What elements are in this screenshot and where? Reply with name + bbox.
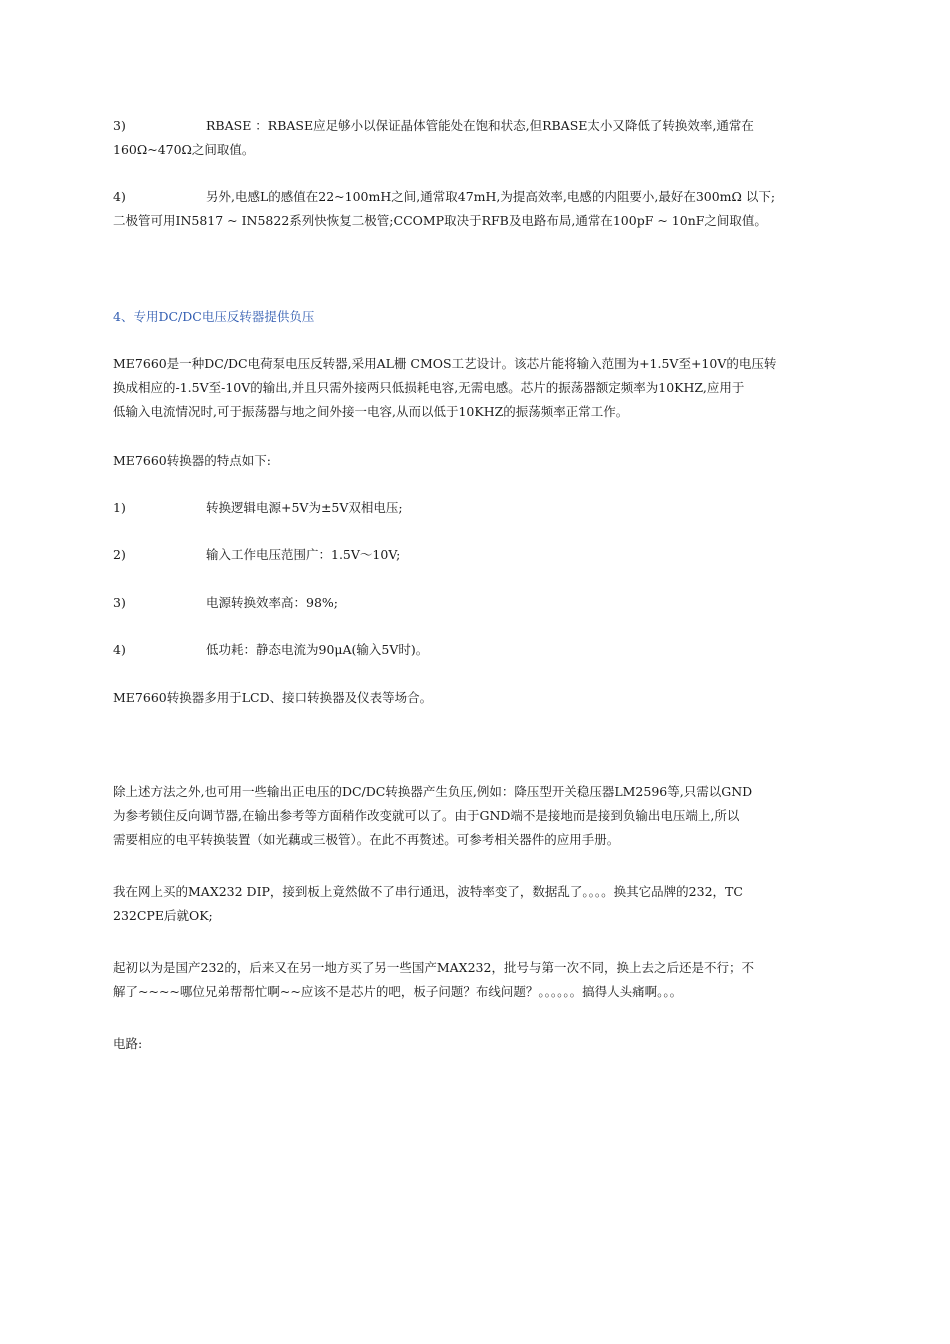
- intro-line-2: 换成相应的-1.5V至-10V的输出,并且只需外接两只低损耗电容,无需电感。芯片的振荡器额定频率为10KHZ,应用于: [113, 380, 745, 395]
- feature-item-4: [113, 638, 838, 662]
- intro-line-3: 低输入电流情况时,可于振荡器与地之间外接一电容,从而以低于10KHZ的振荡频率正常工作。: [113, 404, 629, 419]
- feature-item-4-number: 4): [113, 642, 126, 657]
- note-item-3-number: 3): [113, 118, 126, 133]
- feature-item-4-text: 低功耗：静态电流为90μA(输入5V时)。: [206, 642, 429, 657]
- note-item-3: [113, 114, 838, 138]
- feature-item-1-text: 转换逻辑电源+5V为±5V双相电压;: [206, 500, 403, 515]
- note-item-4: [113, 185, 838, 209]
- usage-text: ME7660转换器多用于LCD、接口转换器及仪表等场合。: [113, 690, 433, 705]
- feature-item-2-text: 输入工作电压范围广：1.5V～10V;: [206, 547, 401, 562]
- note-item-3-line1: RBASE ：RBASE应足够小以保证晶体管能处在饱和状态,但RBASE太小又降低了转换效率,通常在: [206, 118, 754, 133]
- features-title: ME7660转换器的特点如下:: [113, 453, 271, 468]
- intro-line-1: ME7660是一种DC/DC电荷泵电压反转器,采用AL栅 CMOS工艺设计。该芯片能将输入范围为+1.5V至+10V的电压转: [113, 356, 777, 371]
- note-item-3-continued: [113, 138, 838, 162]
- feature-item-1-number: 1): [113, 500, 126, 515]
- forum-post-1-line-1: 我在网上买的MAX232 DIP，接到板上竟然做不了串行通迅，波特率变了，数据乱了。。。。换其它品牌的232，TC: [113, 884, 743, 899]
- feature-item-2-number: 2): [113, 547, 126, 562]
- forum-post-1-line-2: 232CPE后就OK;: [113, 908, 213, 923]
- other-methods-line-2: 为参考锁住反向调节器,在输出参考等方面稍作改变就可以了。由于GND端不是接地而是接到负输出电压端上,所以: [113, 808, 740, 823]
- other-methods-line-3: 需要相应的电平转换装置（如光藕或三极管）。在此不再赘述。可参考相关器件的应用手册。: [113, 832, 620, 847]
- other-methods-line-1: 除上述方法之外,也可用一些输出正电压的DC/DC转换器产生负压,例如：降压型开关稳压器LM2596等,只需以GND: [113, 784, 753, 799]
- circuit-label: 电路:: [113, 1036, 143, 1051]
- feature-item-3-number: 3): [113, 595, 126, 610]
- note-item-4-line1: 另外,电感L的感值在22~100mH之间,通常取47mH,为提高效率,电感的内阻要小,最好在300mΩ 以下;: [206, 189, 776, 204]
- note-item-3-line2: 160Ω~470Ω之间取值。: [113, 142, 255, 157]
- forum-post-2-line-2: 解了~~~~哪位兄弟帮帮忙啊~~应该不是芯片的吧，板子问题？布线问题？。。。。。。搞得人头痛啊。。。: [113, 984, 683, 999]
- note-item-4-line2: 二极管可用IN5817 ~ IN5822系列快恢复二极管;CCOMP取决于RFB及电路布局,通常在100pF ~ 10nF之间取值。: [113, 213, 767, 228]
- note-item-4-number: 4): [113, 189, 126, 204]
- section-heading: 4、专用DC/DC电压反转器提供负压: [113, 309, 315, 324]
- feature-item-3-text: 电源转换效率高：98%;: [206, 595, 338, 610]
- note-item-4-continued: [113, 209, 838, 233]
- feature-item-1: [113, 496, 838, 520]
- feature-item-2: [113, 543, 838, 567]
- feature-item-3: [113, 591, 838, 615]
- forum-post-2-line-1: 起初以为是国产232的，后来又在另一地方买了另一些国产MAX232，批号与第一次不同，换上去之后还是不行；不: [113, 960, 754, 975]
